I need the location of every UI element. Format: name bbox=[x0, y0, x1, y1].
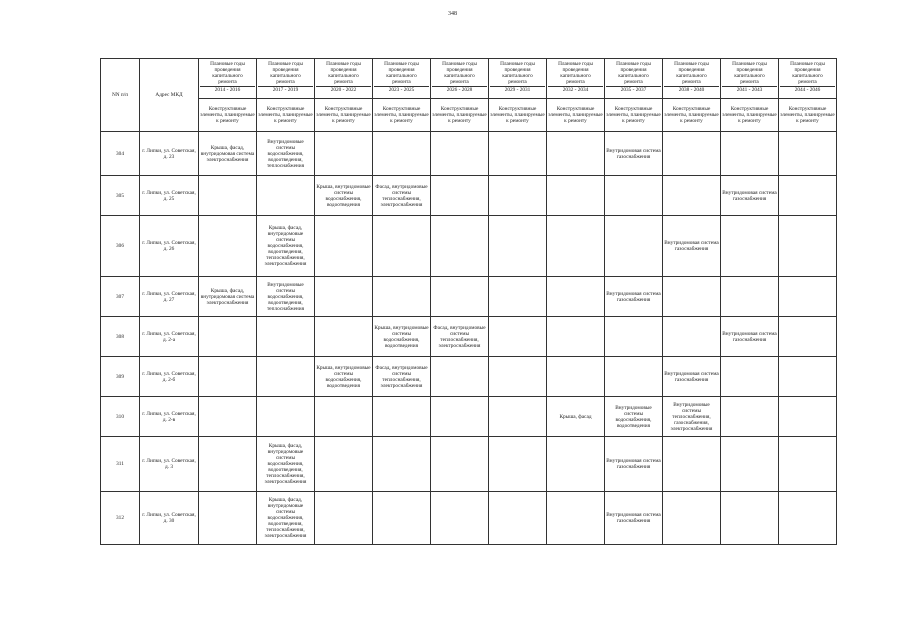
period-cell bbox=[721, 357, 779, 397]
header-period-range: 2029 - 2031 bbox=[490, 86, 545, 93]
period-cell: Внутридомовая система газоснабжения bbox=[605, 437, 663, 492]
period-cell: Крыша, фасад bbox=[547, 397, 605, 437]
period-cell bbox=[489, 176, 547, 216]
header-period-text: ремонта bbox=[566, 79, 585, 85]
period-cell bbox=[431, 216, 489, 277]
header-period-text: проведения bbox=[562, 67, 589, 73]
period-cell bbox=[431, 397, 489, 437]
period-cell bbox=[547, 437, 605, 492]
period-cell bbox=[199, 437, 257, 492]
row-address: г. Липки, ул. Советская, д. 2-б bbox=[140, 357, 199, 397]
row-number: 310 bbox=[101, 397, 140, 437]
period-cell bbox=[489, 492, 547, 545]
period-cell bbox=[315, 437, 373, 492]
period-cell bbox=[431, 437, 489, 492]
header-period-text: проведения bbox=[330, 67, 357, 73]
header-num: NN п/п bbox=[101, 59, 140, 132]
period-cell bbox=[431, 357, 489, 397]
row-address: г. Липки, ул. Советская, д. 23 bbox=[140, 132, 199, 176]
header-period-text: капитального bbox=[444, 73, 475, 79]
table-row bbox=[101, 397, 837, 437]
period-cell bbox=[663, 437, 721, 492]
period-cell bbox=[721, 132, 779, 176]
header-period-5 bbox=[431, 59, 489, 99]
row-number: 305 bbox=[101, 176, 140, 216]
period-cell bbox=[605, 176, 663, 216]
row-number: 311 bbox=[101, 437, 140, 492]
header-period-text: Плановые годы bbox=[326, 61, 361, 67]
period-cell bbox=[779, 277, 837, 317]
period-cell: Внутридомовая система газоснабжения bbox=[721, 317, 779, 357]
row-address: г. Липки, ул. Советская, д. 26 bbox=[140, 216, 199, 277]
period-cell bbox=[547, 132, 605, 176]
period-cell bbox=[605, 216, 663, 277]
header-period-text: Плановые годы bbox=[674, 61, 709, 67]
period-cell bbox=[373, 437, 431, 492]
period-cell bbox=[315, 216, 373, 277]
row-number: 309 bbox=[101, 357, 140, 397]
period-cell: Внутридомовая система газоснабжения bbox=[605, 277, 663, 317]
period-cell bbox=[547, 357, 605, 397]
period-cell bbox=[373, 397, 431, 437]
header-period-text: капитального bbox=[212, 73, 243, 79]
period-cell bbox=[431, 176, 489, 216]
period-cell bbox=[779, 437, 837, 492]
header-sub-3: Конструктивные элементы, планируемые к ремонту bbox=[315, 99, 373, 132]
period-cell bbox=[605, 317, 663, 357]
header-period-text: капитального bbox=[386, 73, 417, 79]
header-period-text: ремонта bbox=[682, 79, 701, 85]
header-sub-10: Конструктивные элементы, планируемые к ремонту bbox=[721, 99, 779, 132]
header-period-text: Плановые годы bbox=[790, 61, 825, 67]
header-period-10 bbox=[721, 59, 779, 99]
header-period-text: Плановые годы bbox=[442, 61, 477, 67]
header-period-range: 2014 - 2016 bbox=[200, 86, 255, 93]
table-row bbox=[101, 176, 837, 216]
period-cell bbox=[431, 132, 489, 176]
header-sub-2: Конструктивные элементы, планируемые к ремонту bbox=[257, 99, 315, 132]
header-period-4 bbox=[373, 59, 431, 99]
period-cell bbox=[199, 176, 257, 216]
capital-repair-table bbox=[100, 58, 837, 545]
period-cell bbox=[315, 492, 373, 545]
table-row bbox=[101, 317, 837, 357]
header-sub-6: Конструктивные элементы, планируемые к ремонту bbox=[489, 99, 547, 132]
header-period-text: Плановые годы bbox=[210, 61, 245, 67]
period-cell bbox=[315, 277, 373, 317]
period-cell bbox=[547, 277, 605, 317]
header-period-text: капитального bbox=[328, 73, 359, 79]
header-sub-8: Конструктивные элементы, планируемые к ремонту bbox=[605, 99, 663, 132]
header-period-range: 2020 - 2022 bbox=[316, 86, 371, 93]
header-sub-11: Конструктивные элементы, планируемые к ремонту bbox=[779, 99, 837, 132]
header-period-8 bbox=[605, 59, 663, 99]
row-number: 306 bbox=[101, 216, 140, 277]
header-period-text: проведения bbox=[388, 67, 415, 73]
header-period-text: капитального bbox=[676, 73, 707, 79]
header-period-text: капитального bbox=[270, 73, 301, 79]
period-cell bbox=[315, 397, 373, 437]
header-period-7 bbox=[547, 59, 605, 99]
row-number: 307 bbox=[101, 277, 140, 317]
header-sub-1: Конструктивные элементы, планируемые к ремонту bbox=[199, 99, 257, 132]
period-cell bbox=[315, 317, 373, 357]
period-cell bbox=[721, 216, 779, 277]
period-cell: Внутридомовые системы водоснабжения, водоотведения bbox=[605, 397, 663, 437]
header-period-range: 2032 - 2034 bbox=[548, 86, 603, 93]
header-period-range: 2044 - 2046 bbox=[780, 86, 835, 93]
period-cell: Внутридомовая система газоснабжения bbox=[663, 216, 721, 277]
period-cell: Крыша, фасад, внутридомовые системы водоснабжения, водоотведения, теплоснабжения, электроснабжения bbox=[257, 437, 315, 492]
row-address: г. Липки, ул. Советская, д. 25 bbox=[140, 176, 199, 216]
period-cell bbox=[373, 277, 431, 317]
header-period-text: капитального bbox=[618, 73, 649, 79]
period-cell bbox=[199, 357, 257, 397]
header-period-text: Плановые годы bbox=[616, 61, 651, 67]
period-cell bbox=[779, 492, 837, 545]
header-period-6 bbox=[489, 59, 547, 99]
period-cell: Крыша, внутридомовые системы водоснабжения, водоотведения bbox=[315, 357, 373, 397]
period-cell: Внутридомовые системы водоснабжения, водоотведения, теплоснабжения bbox=[257, 277, 315, 317]
row-number: 312 bbox=[101, 492, 140, 545]
table-header bbox=[101, 59, 837, 132]
period-cell bbox=[431, 492, 489, 545]
header-period-text: проведения bbox=[504, 67, 531, 73]
header-period-text: проведения bbox=[620, 67, 647, 73]
table-row bbox=[101, 437, 837, 492]
period-cell bbox=[489, 132, 547, 176]
header-period-text: проведения bbox=[736, 67, 763, 73]
page-number: 348 bbox=[448, 11, 457, 17]
period-cell bbox=[721, 437, 779, 492]
period-cell: Внутридомовая система газоснабжения bbox=[663, 357, 721, 397]
header-period-text: проведения bbox=[678, 67, 705, 73]
period-cell bbox=[489, 397, 547, 437]
period-cell bbox=[779, 176, 837, 216]
period-cell bbox=[721, 492, 779, 545]
period-cell: Крыша, фасад, внутридомовые системы водоснабжения, водоотведения, теплоснабжения, электроснабжения bbox=[257, 492, 315, 545]
header-period-11 bbox=[779, 59, 837, 99]
period-cell: Крыша, внутридомовые системы водоснабжения, водоотведения bbox=[315, 176, 373, 216]
period-cell bbox=[199, 492, 257, 545]
header-period-text: проведения bbox=[214, 67, 241, 73]
period-cell bbox=[663, 492, 721, 545]
table-row bbox=[101, 357, 837, 397]
header-period-range: 2026 - 2028 bbox=[432, 86, 487, 93]
period-cell bbox=[199, 397, 257, 437]
period-cell: Фасад, внутридомовые системы теплоснабжения, электроснабжения bbox=[431, 317, 489, 357]
header-period-2 bbox=[257, 59, 315, 99]
period-cell bbox=[315, 132, 373, 176]
period-cell: Внутридомовые системы теплоснабжения, газоснабжения, электроснабжения bbox=[663, 397, 721, 437]
header-sub-9: Конструктивные элементы, планируемые к ремонту bbox=[663, 99, 721, 132]
period-cell bbox=[663, 277, 721, 317]
period-cell bbox=[547, 216, 605, 277]
period-cell: Фасад, внутридомовые системы теплоснабжения, электроснабжения bbox=[373, 357, 431, 397]
row-address: г. Липки, ул. Советская, д. 30 bbox=[140, 492, 199, 545]
header-period-text: капитального bbox=[734, 73, 765, 79]
header-period-range: 2035 - 2037 bbox=[606, 86, 661, 93]
period-cell bbox=[663, 176, 721, 216]
period-cell bbox=[779, 132, 837, 176]
header-period-text: Плановые годы bbox=[558, 61, 593, 67]
header-period-text: ремонта bbox=[508, 79, 527, 85]
period-cell bbox=[199, 216, 257, 277]
period-cell bbox=[547, 176, 605, 216]
header-period-range: 2041 - 2043 bbox=[722, 86, 777, 93]
period-cell bbox=[779, 397, 837, 437]
period-cell bbox=[489, 277, 547, 317]
period-cell: Крыша, фасад, внутридомовые системы водоснабжения, водоотведения, теплоснабжения, электроснабжения bbox=[257, 216, 315, 277]
period-cell: Крыша, фасад, внутридомовая система электроснабжения bbox=[199, 277, 257, 317]
row-address: г. Липки, ул. Советская, д. 2-а bbox=[140, 317, 199, 357]
header-sub-5: Конструктивные элементы, планируемые к ремонту bbox=[431, 99, 489, 132]
period-cell bbox=[373, 492, 431, 545]
period-cell bbox=[489, 357, 547, 397]
header-period-text: Плановые годы bbox=[268, 61, 303, 67]
header-sub-4: Конструктивные элементы, планируемые к ремонту bbox=[373, 99, 431, 132]
header-period-text: ремонта bbox=[798, 79, 817, 85]
header-period-text: капитального bbox=[502, 73, 533, 79]
header-period-text: ремонта bbox=[392, 79, 411, 85]
header-address: Адрес МКД bbox=[140, 59, 199, 132]
period-cell bbox=[257, 176, 315, 216]
header-period-text: проведения bbox=[446, 67, 473, 73]
table-row bbox=[101, 132, 837, 176]
period-cell bbox=[547, 317, 605, 357]
header-period-9 bbox=[663, 59, 721, 99]
header-period-text: Плановые годы bbox=[500, 61, 535, 67]
period-cell: Крыша, внутридомовые системы водоснабжения, водоотведения bbox=[373, 317, 431, 357]
header-period-text: проведения bbox=[794, 67, 821, 73]
period-cell: Фасад, внутридомовые системы теплоснабжения, электроснабжения bbox=[373, 176, 431, 216]
period-cell bbox=[779, 317, 837, 357]
header-period-text: ремонта bbox=[334, 79, 353, 85]
row-number: 308 bbox=[101, 317, 140, 357]
row-address: г. Липки, ул. Советская, д. 2-в bbox=[140, 397, 199, 437]
header-period-text: Плановые годы bbox=[732, 61, 767, 67]
period-cell bbox=[779, 357, 837, 397]
header-sub-7: Конструктивные элементы, планируемые к ремонту bbox=[547, 99, 605, 132]
header-period-text: капитального bbox=[560, 73, 591, 79]
period-cell bbox=[257, 317, 315, 357]
header-period-text: ремонта bbox=[218, 79, 237, 85]
header-period-1 bbox=[199, 59, 257, 99]
header-period-3 bbox=[315, 59, 373, 99]
period-cell bbox=[199, 317, 257, 357]
period-cell bbox=[721, 397, 779, 437]
header-period-text: проведения bbox=[272, 67, 299, 73]
period-cell: Внутридомовая система газоснабжения bbox=[721, 176, 779, 216]
row-address: г. Липки, ул. Советская, д. 3 bbox=[140, 437, 199, 492]
table-body bbox=[101, 132, 837, 545]
period-cell bbox=[257, 357, 315, 397]
period-cell bbox=[489, 216, 547, 277]
period-cell bbox=[721, 277, 779, 317]
period-cell bbox=[547, 492, 605, 545]
period-cell bbox=[663, 317, 721, 357]
header-period-range: 2017 - 2019 bbox=[258, 86, 313, 93]
period-cell bbox=[431, 277, 489, 317]
header-period-text: капитального bbox=[792, 73, 823, 79]
header-period-text: ремонта bbox=[740, 79, 759, 85]
period-cell: Внутридомовая система газоснабжения bbox=[605, 492, 663, 545]
header-period-range: 2023 - 2025 bbox=[374, 86, 429, 93]
table-row bbox=[101, 492, 837, 545]
period-cell: Внутридомовые системы водоснабжения, водоотведения, теплоснабжения bbox=[257, 132, 315, 176]
table-row bbox=[101, 216, 837, 277]
period-cell bbox=[779, 216, 837, 277]
header-period-range: 2038 - 2040 bbox=[664, 86, 719, 93]
period-cell bbox=[489, 437, 547, 492]
period-cell bbox=[663, 132, 721, 176]
period-cell bbox=[257, 397, 315, 437]
period-cell: Крыша, фасад, внутридомовая система электроснабжения bbox=[199, 132, 257, 176]
header-period-text: Плановые годы bbox=[384, 61, 419, 67]
period-cell bbox=[489, 317, 547, 357]
header-period-text: ремонта bbox=[276, 79, 295, 85]
row-address: г. Липки, ул. Советская, д. 27 bbox=[140, 277, 199, 317]
period-cell: Внутридомовая система газоснабжения bbox=[605, 132, 663, 176]
header-period-text: ремонта bbox=[450, 79, 469, 85]
period-cell bbox=[605, 357, 663, 397]
table-row bbox=[101, 277, 837, 317]
header-period-text: ремонта bbox=[624, 79, 643, 85]
period-cell bbox=[373, 216, 431, 277]
period-cell bbox=[373, 132, 431, 176]
row-number: 304 bbox=[101, 132, 140, 176]
